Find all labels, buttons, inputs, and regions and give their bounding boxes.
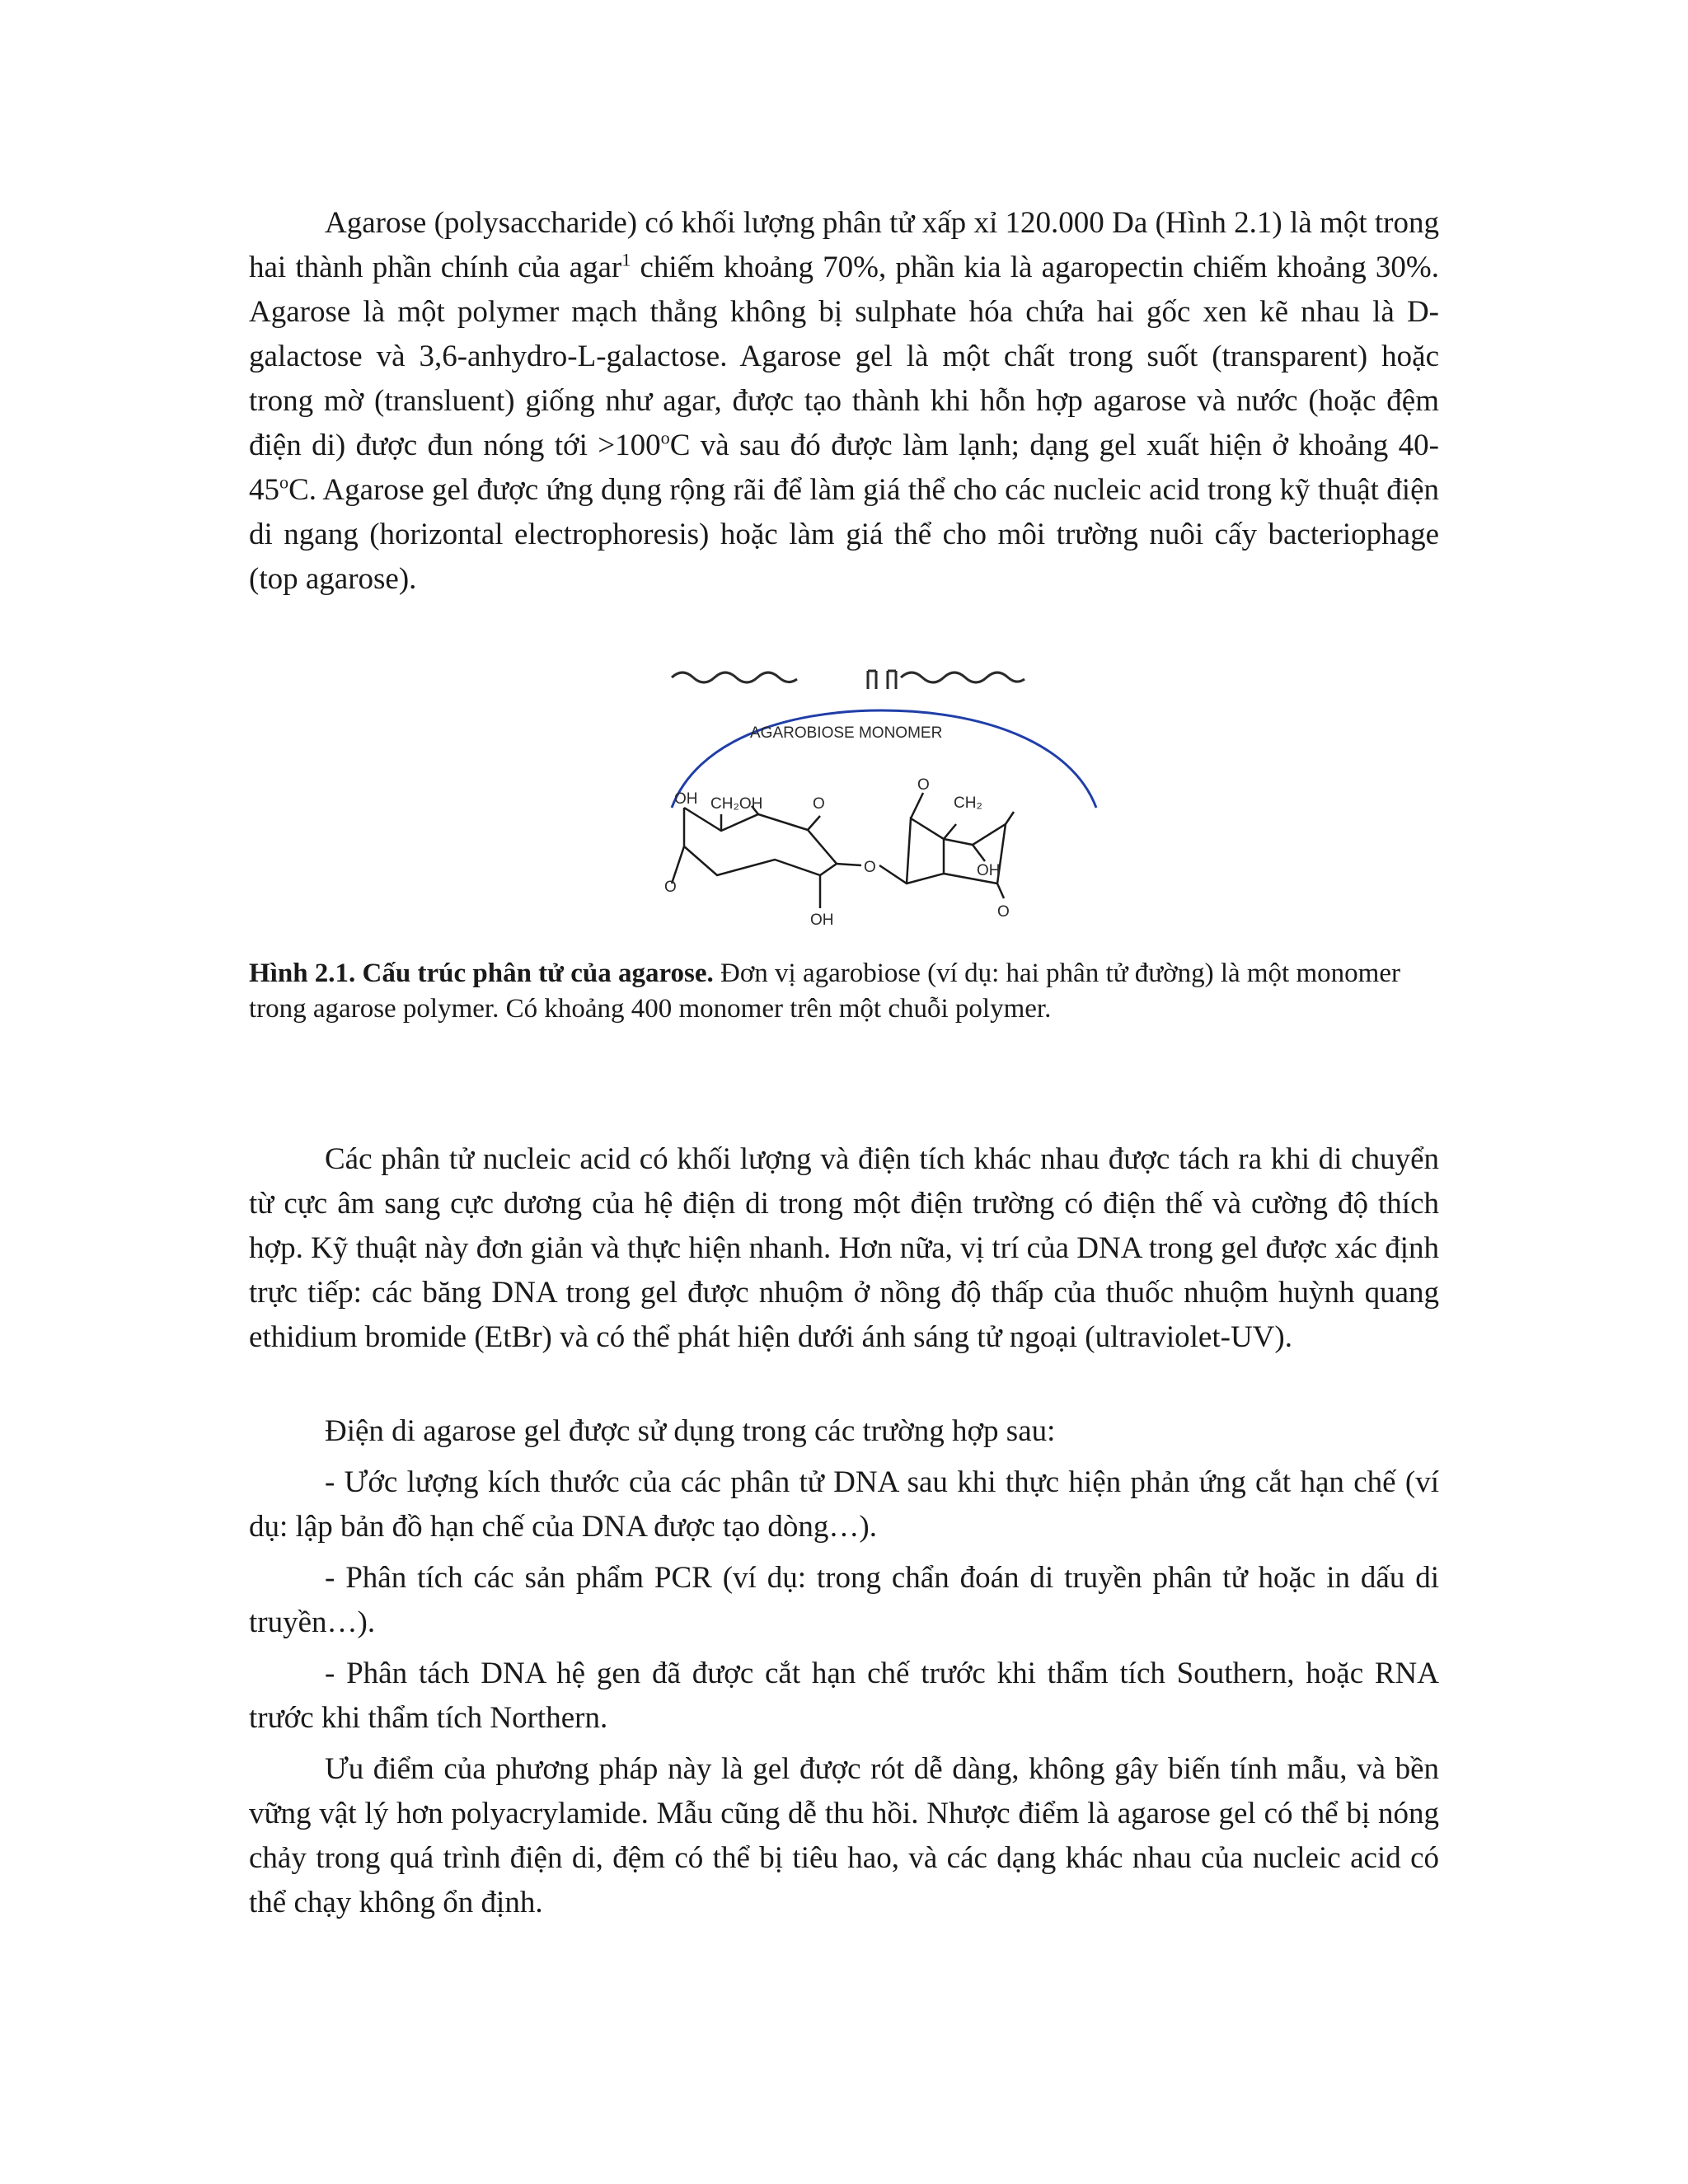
- paragraph-agarose-intro: Agarose (polysaccharide) có khối lượng phân tử xấp xỉ 120.000 Da (Hình 2.1) là một trong hai thành phần chính của agar$^1$ chiếm khoảng 70%, phần kia là agaropectin chiếm khoảng 30%. Agarose là một polymer mạch thẳng không bị sulphate hóa chứa hai gốc xen kẽ nhau là D-galactose và 3,6-anhydro-L-galactose. Agarose gel là một chất trong suốt (transparent) hoặc trong mờ (transluent) giống như agar, được tạo thành khi hỗn hợp agarose và nước (hoặc đệm điện di) được đun nóng tới $>100^oC$ và sau đó được làm lạnh; dạng gel xuất hiện ở khoảng 40-45$^o$C. Agarose gel được ứng dụng rộng rãi để làm giá thể cho các nucleic acid trong kỹ thuật điện di ngang (horizontal electrophoresis) hoặc làm giá thể cho môi trường nuôi cấy bacteriophage (top agarose).: [249, 206, 1439, 596]
- label-oh-bottom: OH: [810, 912, 834, 929]
- monomer-label: AGAROBIOSE MONOMER: [750, 724, 943, 742]
- paragraph-pros-cons: Ưu điểm của phương pháp này là gel được rót dễ dàng, không gây biến tính mẫu, và bền vững vật lý hơn polyacrylamide. Mẫu cũng dễ thu hồi. Nhược điểm là agarose gel có thể bị nóng chảy trong quá trình điện di, đệm có thể bị tiêu hao, và các dạng khác nhau của nucleic acid có thể chạy không ổn định.: [249, 1752, 1439, 1919]
- label-o-left: O: [664, 879, 677, 896]
- label-o-bridge: O: [864, 859, 876, 876]
- label-ch2: CH₂: [954, 794, 982, 812]
- label-o-ring2-top: O: [917, 776, 930, 794]
- label-oh-top-left: OH: [674, 790, 698, 808]
- agarose-structure-figure: [659, 659, 1104, 935]
- list-item-pcr-analysis: - Phân tích các sản phẩm PCR (ví dụ: trong chẩn đoán di truyền phân tử hoặc in dấu di truyền…).: [249, 1561, 1439, 1639]
- caption-text: Đơn vị agarobiose (ví dụ: hai phân tử đường) là một monomer trong agarose polymer. Có khoảng 400 monomer trên một chuỗi polymer.: [249, 958, 1400, 1024]
- figure-caption: [249, 956, 1439, 1027]
- label-oh-right: OH: [977, 862, 1001, 879]
- paragraph-electrophoresis: Các phân tử nucleic acid có khối lượng và điện tích khác nhau được tách ra khi di chuyển từ cực âm sang cực dương của hệ điện di trong một điện trường có điện thế và cường độ thích hợp. Kỹ thuật này đơn giản và thực hiện nhanh. Hơn nữa, vị trí của DNA trong gel được xác định trực tiếp: các băng DNA trong gel được nhuộm ở nồng độ thấp của thuốc nhuộm huỳnh quang ethidium bromide (EtBr) và có thể phát hiện dưới ánh sáng tử ngoại (ultraviolet-UV).: [249, 1142, 1439, 1354]
- label-o-ring1: O: [813, 795, 825, 813]
- list-item-size-estimation: - Ước lượng kích thước của các phân tử DNA sau khi thực hiện phản ứng cắt hạn chế (ví dụ: lập bản đồ hạn chế của DNA được tạo dòng…).: [249, 1465, 1439, 1544]
- polymer-chain-wave: [672, 671, 1025, 689]
- list-item-genomic-dna: - Phân tách DNA hệ gen đã được cắt hạn chế trước khi thẩm tích Southern, hoặc RNA trước khi thẩm tích Northern.: [249, 1657, 1439, 1735]
- caption-title: Hình 2.1. Cấu trúc phân tử của agarose.: [249, 958, 714, 988]
- footnote-mark: 1: [621, 249, 631, 270]
- paragraph-uses-intro: Điện di agarose gel được sử dụng trong các trường hợp sau:: [325, 1414, 1056, 1448]
- label-o-ring2-bottom: O: [997, 903, 1010, 921]
- label-ch2oh: CH₂OH: [710, 795, 763, 813]
